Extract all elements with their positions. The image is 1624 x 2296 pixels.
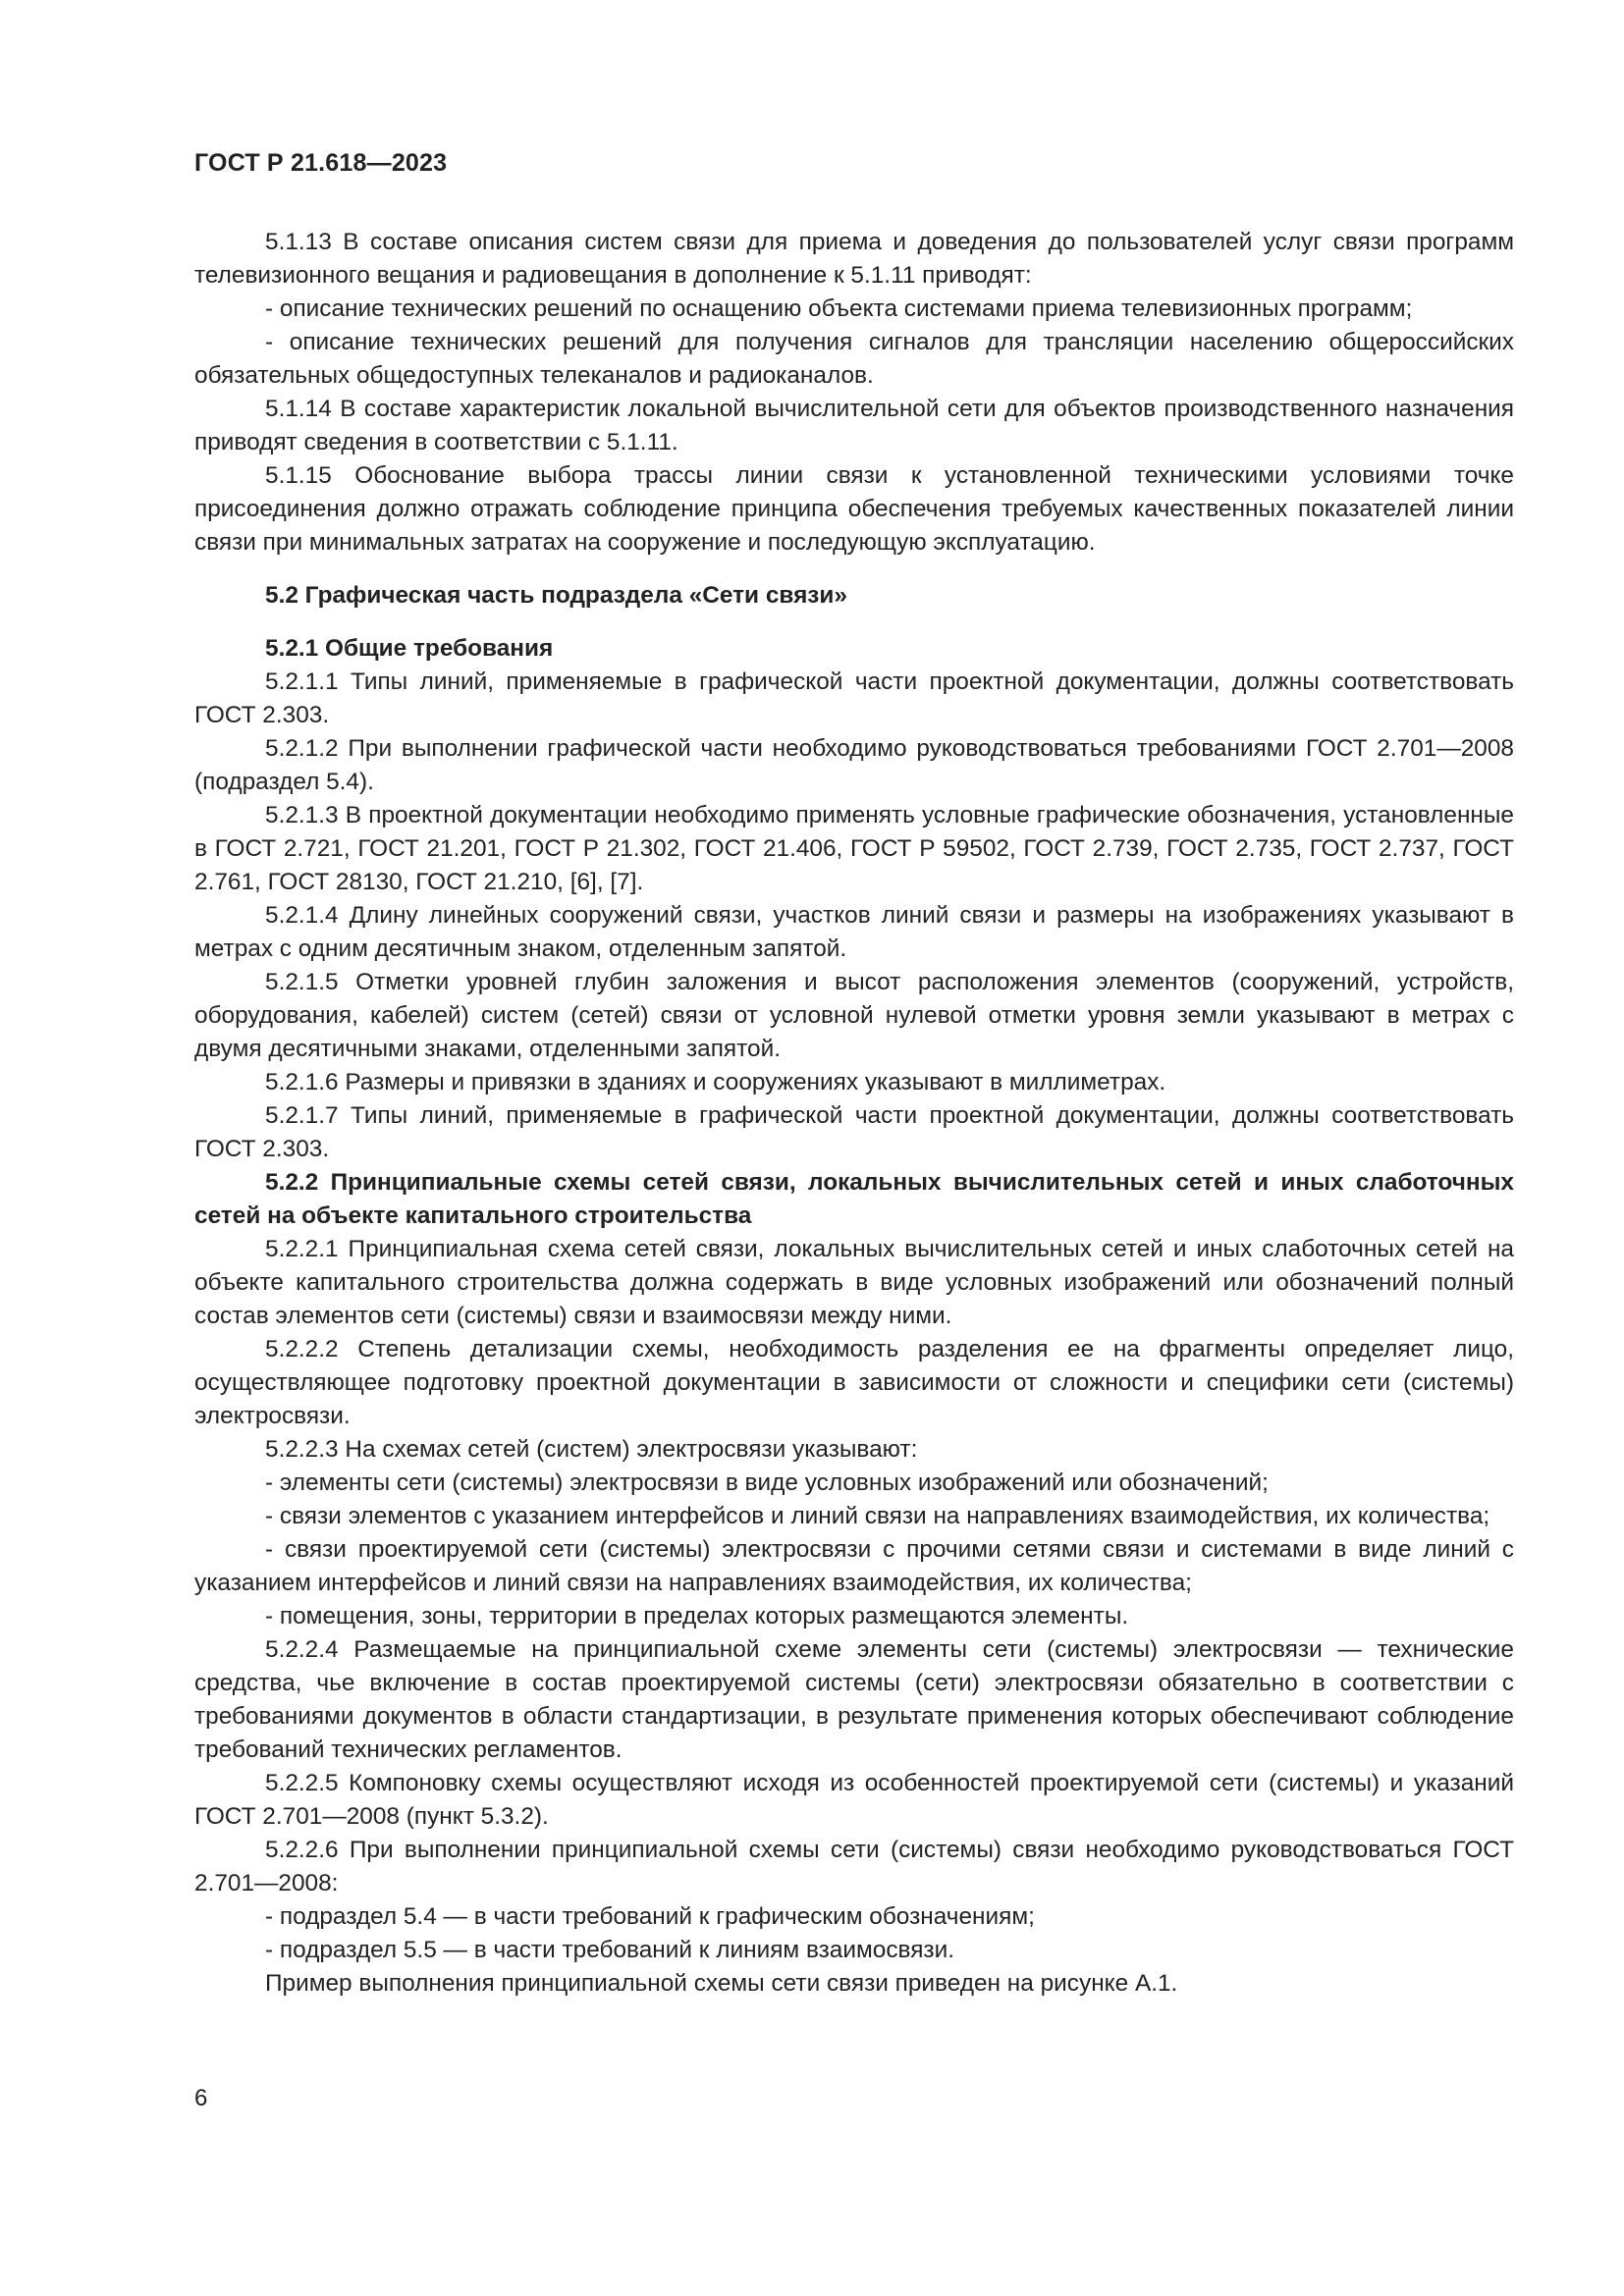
paragraph: 5.1.14 В составе характеристик локальной вычислительной сети для объектов производственного назначения приводят сведения в соответствии с 5.1.11. [194, 396, 1514, 455]
list-item: - помещения, зоны, территории в пределах которых размещаются элементы. [265, 1603, 1129, 1629]
paragraph: 5.2.2.3 На схемах сетей (систем) электросвязи указывают: [265, 1436, 918, 1463]
list-item: - элементы сети (системы) электросвязи в виде условных изображений или обозначений; [265, 1469, 1269, 1496]
paragraph: Пример выполнения принципиальной схемы сети связи приведен на рисунке А.1. [265, 1970, 1178, 1997]
page-number: 6 [194, 2085, 208, 2111]
subsection-heading: 5.2.1 Общие требования [265, 635, 554, 662]
list-item: - связи проектируемой сети (системы) электросвязи с прочими сетями связи и системами в виде линий с указанием интерфейсов и линий связи на направлениях взаимодействия, их количества; [194, 1536, 1514, 1596]
paragraph: 5.2.2.6 При выполнении принципиальной схемы сети (системы) связи необходимо руководствоваться ГОСТ 2.701—2008: [194, 1837, 1514, 1896]
document-body [194, 226, 1514, 2001]
paragraph: 5.1.15 Обоснование выбора трассы линии связи к установленной техническими условиями точке присоединения должно отражать соблюдение принципа обеспечения требуемых качественных показателей линии связи при минимальных затратах на сооружение и последующую эксплуатацию. [194, 462, 1514, 556]
paragraph: 5.1.13 В составе описания систем связи для приема и доведения до пользователей услуг связи программ телевизионного вещания и радиовещания в дополнение к 5.1.11 приводят: [194, 229, 1514, 289]
paragraph: 5.2.1.5 Отметки уровней глубин заложения и высот расположения элементов (сооружений, устройств, оборудования, кабелей) систем (сетей) связи от условной нулевой отметки уровня земли указывают в метрах с двумя десятичными знаками, отделенными запятой. [194, 969, 1514, 1062]
list-item: - связи элементов с указанием интерфейсов и линий связи на направлениях взаимодействия, их количества; [265, 1503, 1490, 1529]
paragraph: 5.2.1.4 Длину линейных сооружений связи, участков линий связи и размеры на изображениях указывают в метрах с одним десятичным знаком, отделенным запятой. [194, 902, 1514, 962]
paragraph: 5.2.2.2 Степень детализации схемы, необходимость разделения ее на фрагменты определяет лицо, осуществляющее подготовку проектной документации в зависимости от сложности и специфики сети (системы) электросвязи. [194, 1336, 1514, 1429]
subsection-heading: 5.2.2 Принципиальные схемы сетей связи, локальных вычислительных сетей и иных слаботочных сетей на объекте капитального строительства [194, 1169, 1514, 1229]
list-item: - подраздел 5.4 — в части требований к графическим обозначениям; [265, 1903, 1035, 1930]
list-item: - подраздел 5.5 — в части требований к линиям взаимосвязи. [265, 1937, 955, 1963]
section-heading: 5.2 Графическая часть подраздела «Сети связи» [265, 582, 847, 609]
paragraph: 5.2.2.4 Размещаемые на принципиальной схеме элементы сети (системы) электросвязи — технические средства, чье включение в состав проектируемой системы (сети) электросвязи обязательно в соответствии с требованиями документов в области стандартизации, в результате применения которых обеспечивают соблюдение требований технических регламентов. [194, 1636, 1514, 1763]
paragraph: 5.2.1.7 Типы линий, применяемые в графической части проектной документации, должны соответствовать ГОСТ 2.303. [194, 1102, 1514, 1162]
document-header: ГОСТ Р 21.618—2023 [194, 149, 448, 177]
paragraph: 5.2.1.2 При выполнении графической части необходимо руководствоваться требованиями ГОСТ 2.701—2008 (подраздел 5.4). [194, 735, 1514, 795]
paragraph: 5.2.1.1 Типы линий, применяемые в графической части проектной документации, должны соответствовать ГОСТ 2.303. [194, 668, 1514, 728]
paragraph: 5.2.1.6 Размеры и привязки в зданиях и сооружениях указывают в миллиметрах. [265, 1069, 1166, 1095]
paragraph: 5.2.2.5 Компоновку схемы осуществляют исходя из особенностей проектируемой сети (системы) и указаний ГОСТ 2.701—2008 (пункт 5.3.2). [194, 1770, 1514, 1830]
list-item: - описание технических решений для получения сигналов для трансляции населению общероссийских обязательных общедоступных телеканалов и радиоканалов. [194, 329, 1514, 389]
paragraph: 5.2.2.1 Принципиальная схема сетей связи, локальных вычислительных сетей и иных слаботочных сетей на объекте капитального строительства должна содержать в виде условных изображений или обозначений полный состав элементов сети (системы) связи и взаимосвязи между ними. [194, 1236, 1514, 1329]
list-item: - описание технических решений по оснащению объекта системами приема телевизионных программ; [265, 295, 1413, 322]
paragraph: 5.2.1.3 В проектной документации необходимо применять условные графические обозначения, установленные в ГОСТ 2.721, ГОСТ 21.201, ГОСТ Р 21.302, ГОСТ 21.406, ГОСТ Р 59502, ГОСТ 2.739, ГОСТ 2.735, ГОСТ 2.737, ГОСТ 2.761, ГОСТ 28130, ГОСТ 21.210, [6], [7]. [194, 802, 1514, 895]
